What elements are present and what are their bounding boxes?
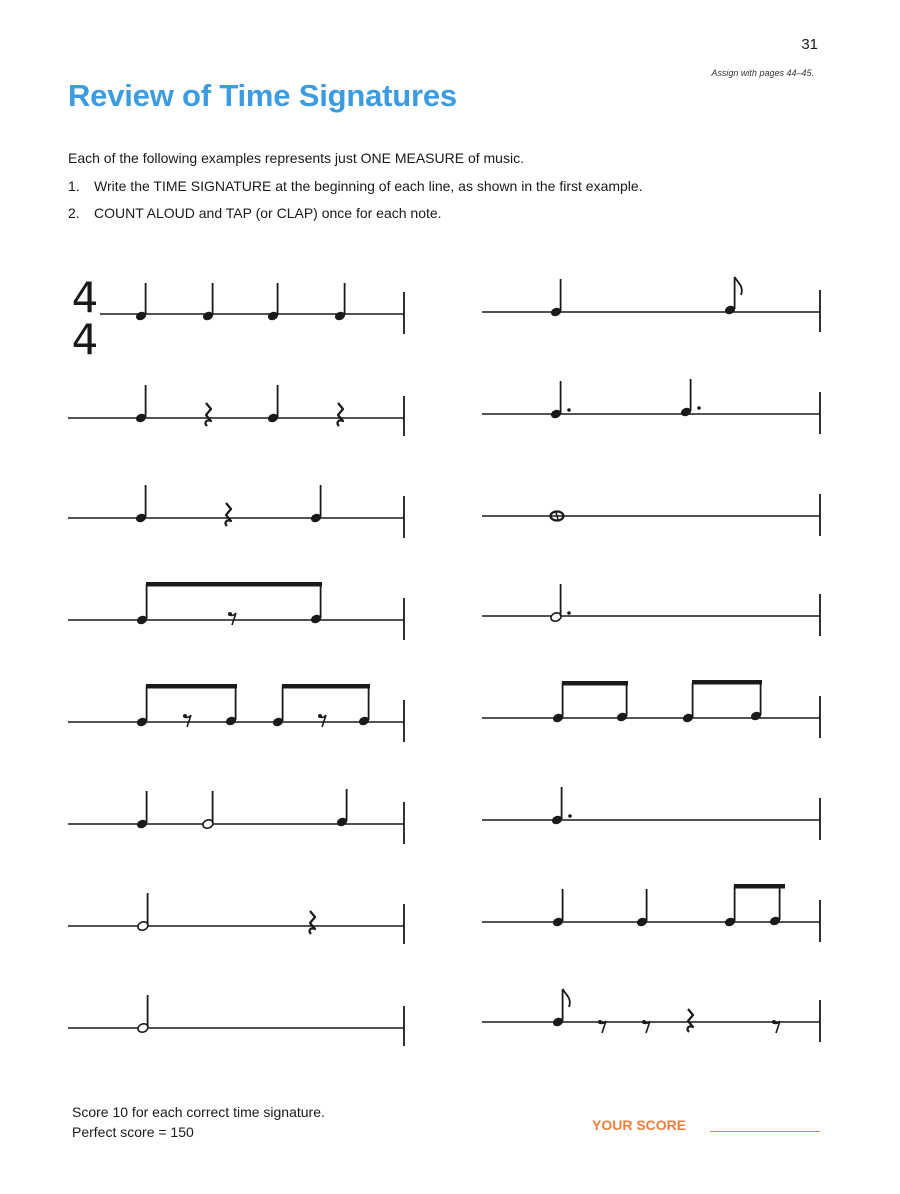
quarter-note (336, 789, 349, 828)
eighth-rest (228, 612, 236, 625)
beamed-eighth-notes (136, 684, 238, 728)
quarter-note (135, 385, 148, 424)
dotted-half-note (550, 584, 563, 623)
quarter-note (550, 279, 563, 318)
beamed-eighth-notes (682, 680, 763, 724)
beamed-eighth-notes (724, 884, 785, 928)
measure-right-2 (482, 379, 820, 434)
quarter-rest (226, 503, 231, 526)
measure-right-7 (482, 884, 820, 942)
intro-text: Each of the following examples represents just ONE MEASURE of music. (68, 150, 524, 166)
measure-left-7 (68, 893, 404, 944)
page-title: Review of Time Signatures (68, 78, 457, 113)
quarter-note (636, 889, 649, 928)
measure-right-3 (482, 494, 820, 536)
quarter-note (135, 485, 148, 524)
quarter-note (334, 283, 347, 322)
measure-left-4 (68, 582, 404, 640)
assign-note: Assign with pages 44–45. (711, 68, 814, 78)
measure-left-8 (68, 995, 404, 1046)
time-signature-bottom: 4 (71, 315, 99, 364)
quarter-rest (310, 911, 315, 934)
your-score-label: YOUR SCORE (592, 1117, 687, 1133)
quarter-rest (338, 403, 343, 426)
dotted-quarter-note (551, 787, 564, 826)
quarter-note (136, 791, 149, 830)
eighth-note (724, 277, 742, 316)
step-number: 2. (68, 205, 80, 221)
quarter-rest (688, 1009, 693, 1032)
measure-right-6 (482, 787, 820, 840)
dotted-quarter-note (680, 379, 693, 418)
measure-right-1 (482, 277, 820, 332)
quarter-note (552, 889, 565, 928)
half-note (137, 995, 150, 1034)
eighth-rest (318, 714, 326, 727)
measure-left-3 (68, 485, 404, 538)
measure-right-4 (482, 584, 820, 636)
step-number: 1. (68, 178, 80, 194)
perfect-score: Perfect score = 150 (72, 1124, 194, 1140)
eighth-rest (183, 714, 191, 727)
quarter-note (267, 283, 280, 322)
step-text: COUNT ALOUD and TAP (or CLAP) once for each note. (94, 205, 442, 221)
half-note (137, 893, 150, 932)
time-signature-top: 4 (71, 273, 99, 322)
measure-right-8 (482, 989, 820, 1042)
half-note (202, 791, 215, 830)
step-text: Write the TIME SIGNATURE at the beginning of each line, as shown in the first example. (94, 178, 643, 194)
beamed-eighth-notes (272, 684, 371, 728)
beamed-eighth-notes (136, 582, 323, 626)
quarter-rest (206, 403, 211, 426)
quarter-note (310, 485, 323, 524)
measure-left-5 (68, 684, 404, 742)
augmentation-dot (567, 408, 571, 412)
quarter-note (267, 385, 280, 424)
measure-left-6 (68, 789, 404, 844)
page-number: 31 (801, 36, 818, 53)
augmentation-dot (697, 406, 701, 410)
measure-left-1 (100, 283, 404, 334)
dotted-quarter-note (550, 381, 563, 420)
score-blank-line[interactable] (710, 1131, 820, 1132)
scoring-note (72, 1102, 325, 1142)
measure-left-2 (68, 385, 404, 436)
scoring-rule: Score 10 for each correct time signature. (72, 1104, 325, 1120)
augmentation-dot (567, 611, 571, 615)
augmentation-dot (568, 814, 572, 818)
measure-right-5 (482, 680, 820, 738)
quarter-note (202, 283, 215, 322)
quarter-note (135, 283, 148, 322)
